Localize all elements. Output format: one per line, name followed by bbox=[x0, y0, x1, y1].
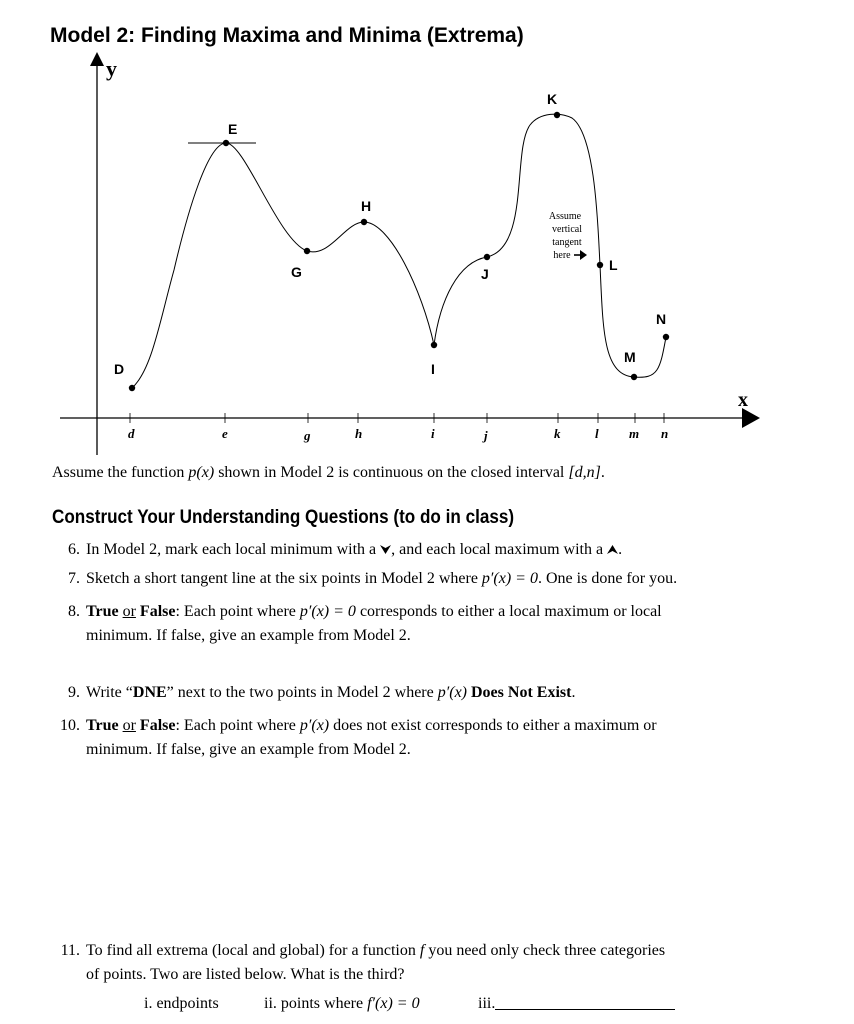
svg-text:here: here bbox=[553, 250, 571, 261]
intro-sentence: Assume the function p(x) shown in Model 2 is continuous on the closed interval [d,n]. bbox=[52, 464, 605, 481]
tick-i: i bbox=[431, 426, 435, 441]
function-curve bbox=[132, 114, 666, 388]
function-graph bbox=[0, 50, 854, 460]
point-label-e: E bbox=[228, 121, 238, 137]
answer-blank[interactable] bbox=[495, 1009, 675, 1010]
tick-l: l bbox=[595, 426, 599, 441]
category-third: iii. bbox=[478, 992, 675, 1016]
point-label-l: L bbox=[609, 257, 618, 273]
y-axis-label: y bbox=[106, 56, 117, 81]
svg-text:Assume: Assume bbox=[548, 211, 582, 222]
curve-points bbox=[129, 112, 669, 391]
down-arrowhead-icon bbox=[380, 545, 391, 554]
point-label-d: D bbox=[114, 361, 125, 377]
question-6: 6. In Model 2, mark each local minimum with a , and each local maximum with a . bbox=[68, 541, 623, 558]
tick-d: d bbox=[128, 426, 135, 441]
y-axis-arrow bbox=[90, 52, 104, 66]
point-label-k: K bbox=[547, 91, 558, 107]
svg-text:tangent: tangent bbox=[552, 237, 582, 248]
tick-m: m bbox=[629, 426, 640, 441]
question-7: 7. Sketch a short tangent line at the six points in Model 2 where p′(x) = 0. One is done for you. bbox=[68, 570, 678, 587]
point-label-g: G bbox=[291, 264, 302, 280]
tick-k: k bbox=[554, 426, 561, 441]
tick-h: h bbox=[355, 426, 363, 441]
point-label-i: I bbox=[431, 361, 435, 377]
x-axis-arrow bbox=[742, 408, 760, 428]
point-label-n: N bbox=[656, 311, 667, 327]
category-endpoints: i. endpoints bbox=[144, 995, 219, 1012]
svg-text:vertical: vertical bbox=[552, 224, 582, 235]
question-9: 9. Write “DNE” next to the two points in Model 2 where p′(x) Does Not Exist. bbox=[68, 684, 576, 701]
page-title: Model 2: Finding Maxima and Minima (Extrema) bbox=[50, 24, 524, 47]
category-stationary: ii. points where f′(x) = 0 bbox=[264, 995, 420, 1012]
tick-g: g bbox=[304, 428, 311, 443]
question-10: 10. True or False: Each point where p′(x) does not exist corresponds to either a maximum or minimum. If false, give an example from Model 2. bbox=[60, 717, 657, 758]
point-label-m: M bbox=[624, 349, 636, 365]
tick-e: e bbox=[222, 426, 228, 441]
question-11: 11. To find all extrema (local and global) for a function f you need only check three categories of points. Two are listed below. What is the third? i. endpoints ii. points where f′(x) = 0 iii. bbox=[58, 939, 838, 1019]
question-8: 8. True or False: Each point where p′(x) = 0 corresponds to either a local maximum or local minimum. If false, give an example from Model 2. bbox=[68, 603, 662, 644]
point-label-j: J bbox=[481, 266, 489, 282]
x-axis-label: x bbox=[738, 389, 748, 411]
point-label-h: H bbox=[361, 198, 372, 214]
vertical-tangent-note bbox=[549, 211, 582, 261]
up-arrowhead-icon bbox=[607, 545, 618, 554]
tick-j: j bbox=[484, 428, 488, 443]
section-heading: Construct Your Understanding Questions (to do in class) bbox=[52, 507, 515, 528]
tick-n: n bbox=[661, 426, 669, 441]
